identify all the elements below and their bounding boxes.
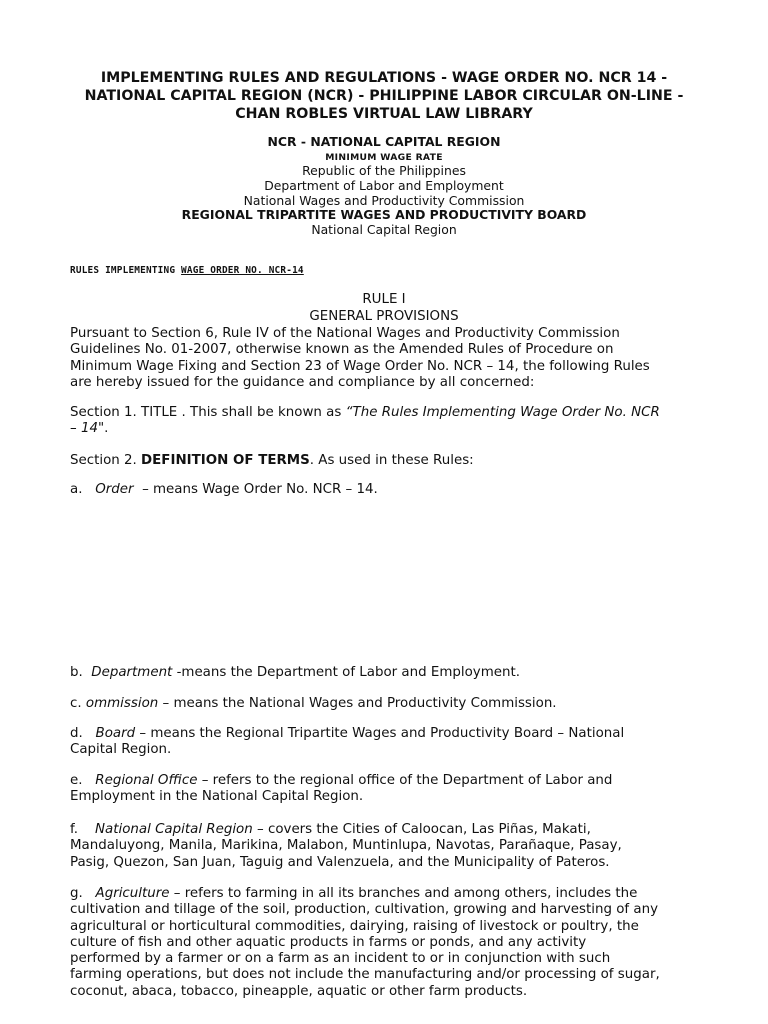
- title-line-1: IMPLEMENTING RULES AND REGULATIONS - WAGE ORDER NO. NCR 14 -: [100, 70, 668, 86]
- definition-g: [70, 886, 660, 1000]
- definition-f: [70, 822, 660, 871]
- header-republic: Republic of the Philippines: [302, 163, 466, 178]
- definition-term: Regional Office: [95, 773, 198, 788]
- document-title: [40, 69, 728, 123]
- section-1: [70, 405, 660, 438]
- header-region: NCR - NATIONAL CAPITAL REGION: [267, 134, 501, 149]
- definition-d: [70, 726, 630, 759]
- title-line-3: CHAN ROBLES VIRTUAL LAW LIBRARY: [235, 106, 533, 122]
- rules-implementing-prefix: RULES IMPLEMENTING: [70, 265, 182, 276]
- definition-label: e.: [70, 773, 83, 788]
- title-line-2: NATIONAL CAPITAL REGION (NCR) - PHILIPPINE LABOR CIRCULAR ON-LINE -: [84, 88, 684, 104]
- definition-text: – refers to farming in all its branches and among others, includes the cultivation and tillage of the soil, production, cultivation, growing and harvesting of any agricultural or horticultural commodities, dairying, raising of livestock or poultry, the culture of fish and other aquatic products in farms or ponds, and any activity performed by a farmer or on a farm as an incident to or in conjunction with such farming operations, but does not include the manufacturing and/or processing of sugar, coconut, abaca, tobacco, pineapple, aquatic or other farm products.: [70, 886, 660, 999]
- section-1-prefix: Section 1. TITLE . This shall be known as: [70, 405, 346, 420]
- definition-text: -means the Department of Labor and Employment.: [172, 665, 520, 680]
- definition-text: – refers to the regional office of the Department of Labor and Employment in the National Capital Region.: [70, 773, 613, 805]
- rule-heading: GENERAL PROVISIONS: [309, 309, 459, 324]
- definition-label: g.: [70, 886, 83, 901]
- header-rtwpb: REGIONAL TRIPARTITE WAGES AND PRODUCTIVITY BOARD: [181, 207, 587, 222]
- definition-label: a.: [70, 482, 83, 497]
- definition-c: [70, 696, 670, 712]
- header-nwpc: National Wages and Productivity Commission: [243, 193, 525, 208]
- section-2-prefix: Section 2.: [70, 453, 142, 468]
- definition-term: National Capital Region: [95, 822, 253, 837]
- definition-term: Board: [95, 726, 136, 741]
- definition-text: – covers the Cities of Caloocan, Las Piñas, Makati, Mandaluyong, Manila, Marikina, Malabon, Muntinlupa, Navotas, Parañaque, Pasay, Pasig, Quezon, San Juan, Taguig and Valenzuela, and the Municipality of Pateros.: [70, 822, 622, 870]
- intro-paragraph: Pursuant to Section 6, Rule IV of the National Wages and Productivity Commission Guidelines No. 01-2007, otherwise known as the Amended Rules of Procedure on Minimum Wage Fixing and Section 23 of Wage Order No. NCR – 14, the following Rules are hereby issued for the guidance and compliance by all concerned:: [70, 326, 650, 390]
- header-ncr: National Capital Region: [311, 222, 457, 237]
- definition-e: [70, 773, 660, 806]
- definition-b: [70, 665, 670, 681]
- section-2-heading: DEFINITION OF TERMS: [141, 453, 310, 468]
- definition-term: Agriculture: [95, 886, 170, 901]
- definition-label: b.: [70, 665, 83, 680]
- definition-term: Order: [95, 482, 134, 497]
- section-1-quote: “The Rules Implementing Wage Order No. NCR – 14": [70, 405, 660, 437]
- rules-implementing-line: [70, 265, 304, 276]
- section-1-suffix: .: [104, 421, 109, 437]
- definition-a: [70, 482, 670, 498]
- header-min-wage: MINIMUM WAGE RATE: [325, 152, 443, 163]
- definition-label: d.: [70, 726, 83, 741]
- section-2-suffix: . As used in these Rules:: [309, 453, 474, 468]
- definition-text: – means Wage Order No. NCR – 14.: [142, 482, 378, 497]
- definition-text: – means the Regional Tripartite Wages and Productivity Board – National Capital Region.: [70, 726, 625, 758]
- definition-term: Department: [91, 665, 173, 680]
- header-dole: Department of Labor and Employment: [264, 178, 504, 193]
- rule-number: RULE I: [362, 292, 406, 307]
- wage-order-link[interactable]: WAGE ORDER NO. NCR-14: [181, 265, 304, 276]
- definition-text: – means the National Wages and Productivity Commission.: [158, 696, 557, 711]
- definition-label: c.: [70, 696, 82, 711]
- definition-label: f.: [70, 822, 78, 837]
- definition-term: ommission: [85, 696, 159, 711]
- section-2: [70, 453, 670, 469]
